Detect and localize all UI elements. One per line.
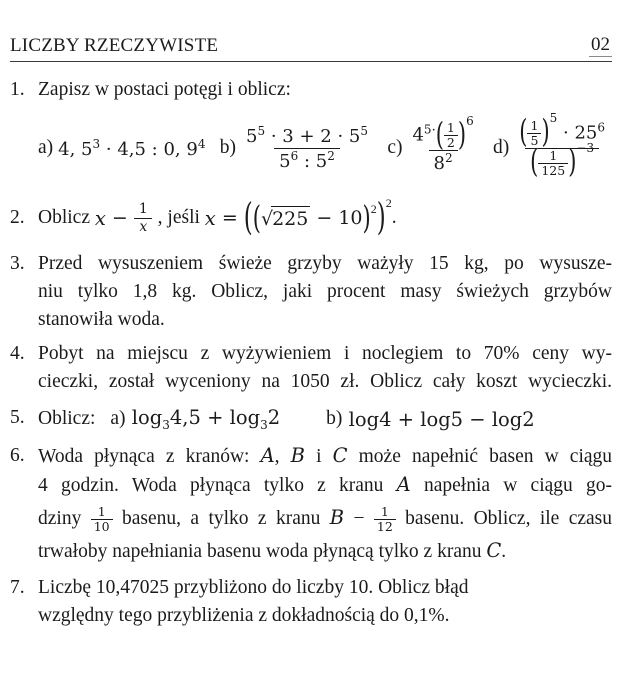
problem-1-number: 1.	[10, 79, 25, 100]
problem-7	[10, 574, 612, 630]
problem-1-expressions	[38, 104, 612, 192]
problem-2-body: Oblicz x − $\frac{1}{x}$ , jeśli x = ( ( √225 − 10 ) $^2$ ) $^2$ .	[38, 195, 397, 240]
text-line: Woda płynąca z kranów: A, B i C może napełnić basen w ciągu	[38, 444, 613, 467]
problem-6-body	[38, 442, 612, 566]
text-line: względny tego przybliżenia z dokładnością do 0,1%.	[38, 605, 450, 626]
header	[10, 34, 612, 62]
problem-3-number: 3.	[10, 253, 25, 274]
text-line: trwałoby napełniania basenu woda płynącą tylko z kranu C.	[38, 539, 507, 562]
expression-c: c) $4^{5\cdot}$( $\frac{1}{2}$ )$^6$ $8^2$	[387, 121, 478, 175]
sqrt-expression: √225	[260, 208, 309, 230]
text-line: Liczbę 10,47025 przybliżono do liczby 10. Oblicz błąd	[38, 577, 469, 598]
fraction-b: $\frac{5^5 \cdot 3 + 2 \cdot 5^5}{5^6 : 5^2}$	[246, 123, 368, 172]
problem-7-body	[38, 574, 612, 630]
page-number: 02	[591, 34, 610, 55]
problem-5	[10, 404, 612, 434]
problem-1-intro: Zapisz w postaci potęgi i oblicz:	[38, 79, 291, 100]
log-expression-a: $\log_34,5 + \log_32$	[131, 406, 281, 432]
problem-4-number: 4.	[10, 343, 25, 364]
problem-1	[10, 76, 612, 192]
text-line: niu tylko 1,8 kg. Oblicz, jaki procent masy świeżych grzybów	[38, 281, 612, 302]
expression-d: d) ( $\frac{1}{5}$ )$^5 \cdot 25^6$ ( $\frac{1}{125}$ )$^{-3}$	[493, 119, 610, 178]
problem-6	[10, 442, 612, 566]
expression-a: a) 4, $5^3 \cdot 4,5$ : 0, $9^4$	[38, 136, 206, 160]
fraction-d: ( $\frac{1}{5}$ )$^5 \cdot 25^6$ ( $\frac{1}{125}$ )$^{-3}$	[519, 111, 605, 181]
problem-1-body	[38, 76, 612, 192]
problem-6-number: 6.	[10, 445, 25, 466]
problem-5-body: Oblicz: a) $\log_34,5 + \log_32$ b) log4 + log5 − log2	[38, 406, 535, 432]
text-line: stanowiła woda.	[38, 309, 165, 330]
problem-3	[10, 250, 612, 334]
text-line: cieczki, został wyceniony na 1050 zł. Oblicz cały koszt wycieczki.	[38, 371, 612, 392]
page-title: LICZBY RZECZYWISTE	[10, 35, 219, 56]
fraction-c: $4^{5\cdot}$( $\frac{1}{2}$ )$^6$ $8^2$	[412, 113, 474, 175]
problem-2	[10, 192, 612, 244]
text-line: Pobyt na miejscu z wyżywieniem i noclegiem to 70% ceny wy-	[38, 343, 612, 364]
expression-b: b) $\frac{5^5 \cdot 3 + 2 \cdot 5^5}{5^6 : 5^2}$	[220, 124, 373, 172]
text-line-with-fractions: dziny $\frac{1}{10}$ basenu, a tylko z kranu B − $\frac{1}{12}$ basenu. Oblicz, ile czasu	[38, 504, 613, 535]
text-line: Przed wysuszeniem świeże grzyby ważyły 15 kg, po wysusze-	[38, 253, 612, 274]
log-expression-b: log4 + log5 − log2	[348, 407, 535, 431]
problem-4	[10, 340, 612, 396]
text-line: 4 godzin. Woda płynąca tylko z kranu A napełnia w ciągu go-	[38, 473, 613, 496]
problem-4-body	[38, 340, 612, 396]
fraction-one-over-x: $\frac{1}{x}$	[134, 201, 153, 236]
fraction-one-tenth: $\frac{1}{10}$	[91, 505, 113, 534]
problem-5-number: 5.	[10, 407, 25, 428]
problem-7-number: 7.	[10, 577, 25, 598]
problem-2-number: 2.	[10, 207, 25, 228]
fraction-one-twelfth: $\frac{1}{12}$	[374, 505, 396, 534]
problem-3-body	[38, 250, 612, 334]
